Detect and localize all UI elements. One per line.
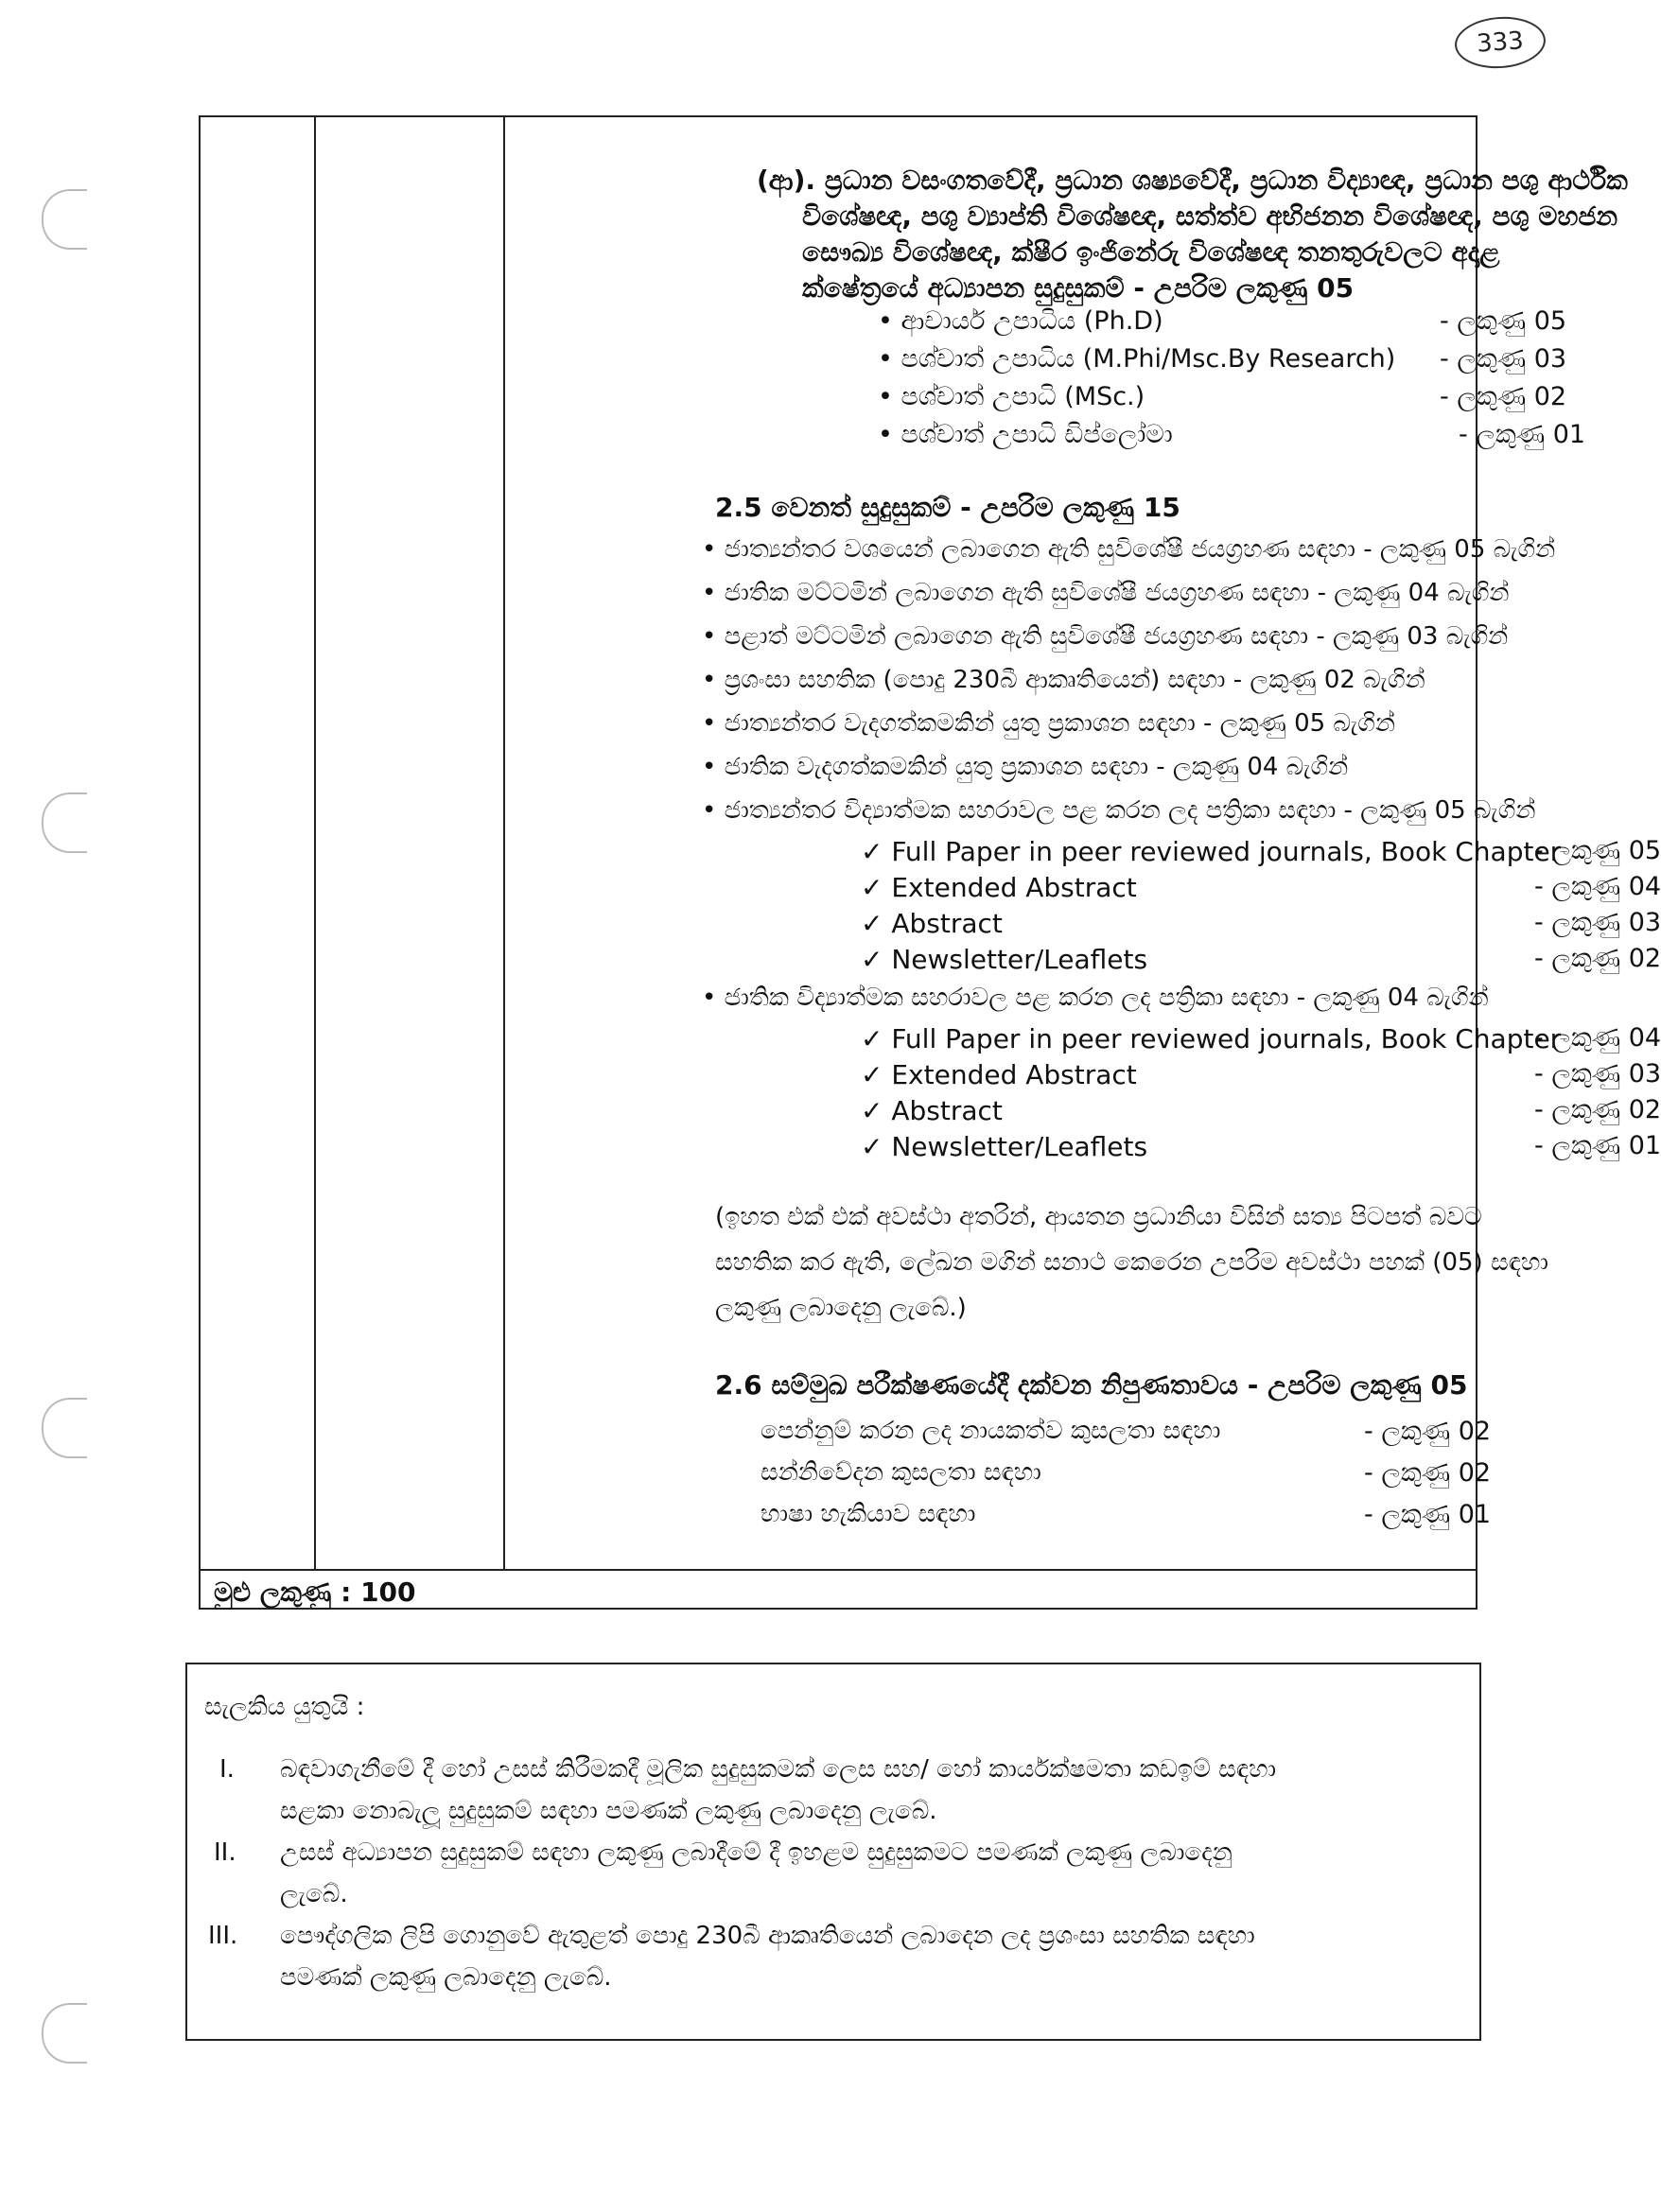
qualification-points: - ලකුණු 03 (1440, 344, 1567, 374)
qualification-points: - ලකුණු 05 (1440, 306, 1567, 336)
punch-hole (42, 792, 87, 853)
paper-points: - ලකුණු 05 (1534, 836, 1661, 865)
evidence-note-line: සහතික කර ඇති, ලේඛන මගින් සනාථ කෙරෙන උපරිම අවස්ථා පහක් (05) සඳහා (715, 1248, 1548, 1277)
other-qualification-bullet: • ජාත්‍යන්තර විද්‍යාත්මක සහරාවල පළ කරන ලද පත්‍රිකා සඳහා - ලකුණු 05 බැගින් (702, 796, 1536, 825)
page-number: 333 (1476, 26, 1525, 59)
paper-type: ✓ Extended Abstract (861, 872, 1137, 903)
column-divider (314, 117, 316, 1569)
punch-hole (42, 189, 87, 250)
column-divider (503, 117, 505, 1569)
paper-points: - ලකුණු 02 (1534, 944, 1661, 973)
other-qualification-bullet: • පළාත් මට්ටමින් ලබාගෙන ඇති සුවිශේෂී ජයග්‍රහණ සඳහා - ලකුණු 03 බැගින් (702, 622, 1509, 651)
interview-points: - ලකුණු 01 (1364, 1500, 1492, 1529)
interview-points: - ලකුණු 02 (1364, 1417, 1492, 1446)
qualification-item: • පශ්චාත් උපාධිය (M.Phi/Msc.By Research) (878, 344, 1396, 374)
section-a-title-line: සෞඛ්‍ය විශේෂඥ, ක්ෂීර ඉංජිනේරු විශේෂඥ තනතුරුවලට අදාළ (802, 236, 1500, 268)
section-a-title-line: (ආ). ප්‍රධාන වසංගතවේදී, ප්‍රධාන ශෂ්‍යවේදී, ප්‍රධාන විද්‍යාඥ, ප්‍රධාන පශු ආර්ථික (757, 165, 1628, 196)
note-line: උසස් අධ්‍යාපන සුදුසුකම් සඳහා ලකුණු ලබාදීමේ දී ඉහළම සුදුසුකමට පමණක් ලකුණු ලබාදෙනු (280, 1838, 1233, 1867)
paper-type: ✓ Newsletter/Leaflets (861, 1131, 1148, 1162)
paper-type: ✓ Full Paper in peer reviewed journals, Book Chapter (861, 1023, 1562, 1054)
notes-box (185, 1663, 1481, 2041)
paper-type: ✓ Abstract (861, 908, 1003, 939)
paper-points: - ලකුණු 04 (1534, 872, 1661, 901)
qualification-points: - ලකුණු 02 (1440, 382, 1567, 411)
qualification-item: • පශ්චාත් උපාධි ඩිප්ලෝමා (878, 420, 1173, 449)
paper-type: ✓ Extended Abstract (861, 1059, 1137, 1090)
paper-points: - ලකුණු 03 (1534, 1059, 1661, 1089)
paper-type: ✓ Abstract (861, 1095, 1003, 1126)
interview-item: සන්නිවේදන කුසලතා සඳහා (761, 1458, 1041, 1487)
total-score: මුළු ලකුණු : 100 (214, 1576, 416, 1608)
note-number: II. (214, 1838, 236, 1867)
table-content-cell (702, 117, 1661, 1608)
other-qualification-bullet: • ප්‍රශංසා සහතික (පොදු 230බී ආකෘතියෙන්) සඳහා - ලකුණු 02 බැගින් (702, 666, 1425, 694)
other-qualification-bullet: • ජාත්‍යන්තර වැදගත්කමකින් යුතු ප්‍රකාශන සඳහා - ලකුණු 05 බැගින් (702, 709, 1395, 738)
interview-points: - ලකුණු 02 (1364, 1458, 1492, 1488)
section-a-title-line: විශේෂඥ, පශු ව්‍යාප්ති විශේෂඥ, සත්ත්ව අභිජනන විශේෂඥ, පශු මහජන (802, 200, 1618, 232)
interview-item: භාෂා හැකියාව සඳහා (761, 1500, 976, 1528)
note-line: ලැබේ. (280, 1880, 348, 1908)
note-line: පෞද්ගලික ලිපි ගොනුවේ ඇතුළත් පොදු 230බී ආකෘතියෙන් ලබාදෙන ලද ප්‍රශංසා සහතික සඳහා (280, 1922, 1255, 1950)
notes-heading: සැලකිය යුතුයි : (204, 1693, 365, 1721)
other-qualification-bullet: • ජාතික මට්ටමින් ලබාගෙන ඇති සුවිශේෂී ජයග්‍රහණ සඳහා - ලකුණු 04 බැගින් (702, 579, 1510, 607)
paper-points: - ලකුණු 01 (1534, 1131, 1661, 1160)
note-number: I. (219, 1755, 235, 1784)
section-a-title-line: ක්ෂේත්‍රයේ අධ්‍යාපන සුදුසුකම් - උපරිම ලකුණු 05 (802, 272, 1355, 304)
note-line: බඳවාගැනීමේ දී හෝ උසස් කිරීමකදී මූලික සුදුසුකමක් ලෙස සහ/ හෝ කාර්යක්ෂමතා කඩඉම් සඳහා (280, 1755, 1277, 1784)
marking-scheme-table (199, 115, 1661, 1610)
punch-hole (42, 1398, 87, 1458)
qualification-item: • ආචාර්ය උපාධිය (Ph.D) (878, 306, 1163, 336)
other-qualification-bullet: • ජාතික වැදගත්කමකින් යුතු ප්‍රකාශන සඳහා - ලකුණු 04 බැගින් (702, 753, 1349, 781)
note-line: සළකා නොබැලූ සුදුසුකම් සඳහා පමණක් ලකුණු ලබාදෙනු ලැබේ. (280, 1797, 937, 1825)
paper-points: - ලකුණු 03 (1534, 908, 1661, 937)
note-number: III. (208, 1922, 238, 1950)
paper-type: ✓ Full Paper in peer reviewed journals, Book Chapter (861, 836, 1562, 867)
note-line: පමණක් ලකුණු ලබාදෙනු ලැබේ. (280, 1963, 612, 1992)
interview-item: පෙන්නුම් කරන ලද නායකත්ව කුසලතා සඳහා (761, 1417, 1221, 1445)
section-2-6-heading: 2.6 සම්මුඛ පරීක්ෂණයේදී දක්වන නිපුණතාවය - උපරිම ලකුණු 05 (715, 1369, 1468, 1401)
qualification-item: • පශ්චාත් උපාධි (MSc.) (878, 382, 1145, 411)
page-number-stamp (1453, 14, 1547, 72)
evidence-note-line: ලකුණු ලබාදෙනු ලැබේ.) (715, 1294, 967, 1322)
paper-points: - ලකුණු 02 (1534, 1095, 1661, 1124)
punch-hole (42, 2003, 87, 2064)
qualification-points: - ලකුණු 01 (1459, 420, 1586, 449)
section-2-5-heading: 2.5 වෙනත් සුදුසුකම් - උපරිම ලකුණු 15 (715, 492, 1180, 523)
other-qualification-bullet: • ජාත්‍යන්තර වශයෙන් ලබාගෙන ඇති සුවිශේෂී ජයග්‍රහණ සඳහා - ලකුණු 05 බැගින් (702, 535, 1556, 564)
paper-type: ✓ Newsletter/Leaflets (861, 944, 1148, 975)
paper-points: - ලකුණු 04 (1534, 1023, 1661, 1053)
evidence-note-line: (ඉහත එක් එක් අවස්ථා අතරින්, ආයතන ප්‍රධානියා විසින් සත්‍ය පිටපත් බවට (715, 1203, 1482, 1231)
other-qualification-bullet: • ජාතික විද්‍යාත්මක සහරාවල පළ කරන ලද පත්‍රිකා සඳහා - ලකුණු 04 බැගින් (702, 984, 1489, 1012)
